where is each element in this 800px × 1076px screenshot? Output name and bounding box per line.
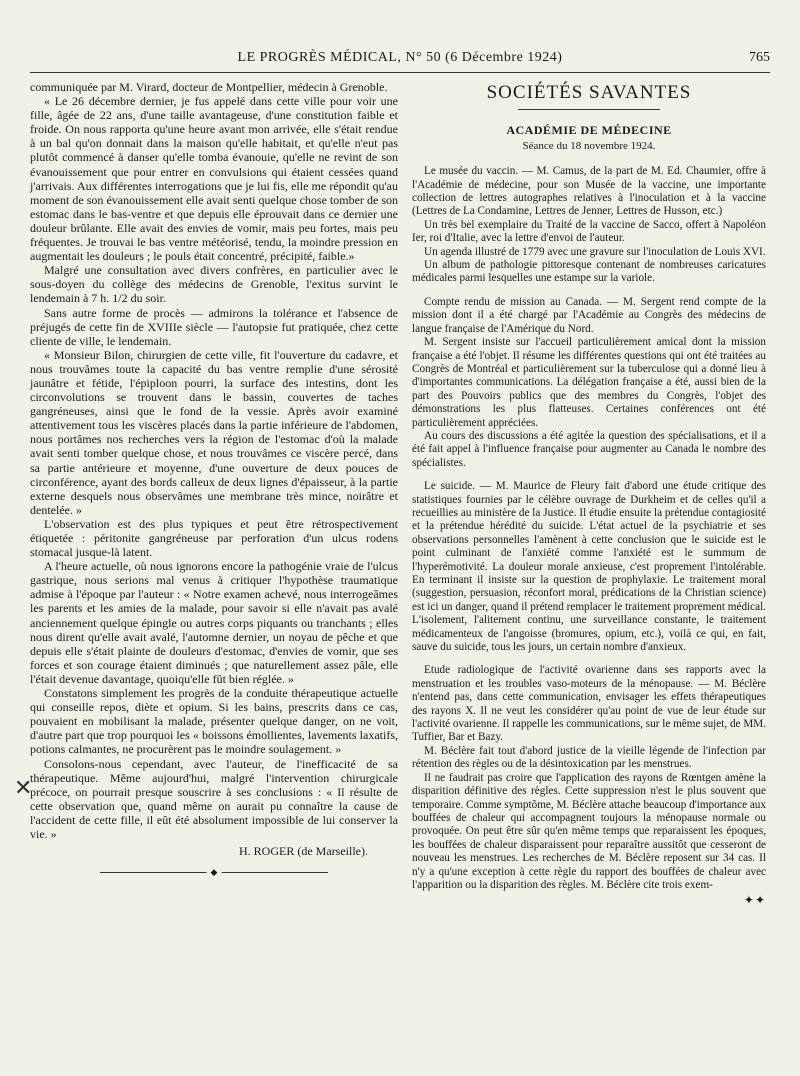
- running-head: [30, 50, 770, 73]
- article-paragraph: L'observation est des plus typiques et peut être rétrospectivement étiquetée : péritonite gangréneuse par perforation d'un ulcus rodens stomacal jusque-là latent.: [30, 516, 398, 560]
- report-paragraph: Le suicide. — M. Maurice de Fleury fait d'abord une étude critique des statistiques fournies par le célèbre ouvrage de Durkheim et de celles qu'il a recueillies au ministère de la Justice. Il étudie ensuite la prétendue contagiosité et la prétendue hérédité du suicide. L'état actuel de la psychiatrie et ses observations personnelles l'amènent à cette conclusion que le suicide est le point culminant de l'anxiété comme l'anxiété est le summum de l'hyperémotivité. La douleur morale anxieuse, c'est proprement l'intolérable. En terminant il insiste sur la question de prophylaxie. Le traitement moral (suggestion, persuasion, réconfort moral, prédications de la Christian science) est ici un danger, quand il prétend remplacer le traitement proprement médical. L'isolement, l'alitement continu, une surveillance constante, le traitement médicamenteux de l'angoisse (bromures, opium, etc.), voilà ce qui, en fait, sauve du suicide, tous les jours, un certain nombre d'anxieux.: [412, 480, 766, 654]
- session-date: Séance du 18 novembre 1924.: [522, 139, 656, 152]
- article-paragraph: A l'heure actuelle, où nous ignorons encore la pathogénie vraie de l'ulcus gastrique, nous serions mal venus à critiquer l'hypothèse traumatique admise à l'époque par l'auteur : « Notre examen achevé, nous interrogeâmes les parents et les amies de la malade, pour savoir si elle n'avait pas avalé anciennement quelque épingle ou autres corps piquants ou tranchants ; elles nous dirent qu'elle avait avalé, l'automne dernier, un noyau de pêche et que depuis elle s'était plainte de douleurs d'estomac, d'envies de vomir, que ses forces et son courage étaient diminués ; que naturellement assez pâle, elle l'était devenue davantage, quoiqu'elle fût bien réglée. »: [30, 559, 398, 686]
- report-paragraph: Le musée du vaccin. — M. Camus, de la part de M. Ed. Chaumier, offre à l'Académie de médecine, pour son Musée de la vaccine, une importante collection de lettres autographes relatives à l'inoculation et à la vaccine (Lettres de La Condamine, Lettres de Jenner, Lettres de Husson, etc.): [412, 165, 766, 218]
- section-title: SOCIÉTÉS SAVANTES: [486, 82, 692, 103]
- section-title-rule: [518, 109, 660, 110]
- article-paragraph: « Monsieur Bilon, chirurgien de cette ville, fit l'ouverture du cadavre, et nous trouvâmes toute la capacité du bas ventre remplie d'une sérosité jaunâtre et fétide, l'épiploon pourri, la surface des intestins, dont les circonvolutions se trouvent dans le bassin, couvertes de taches gangréneuses, ainsi que le fond de la vessie. Après avoir examiné attentivement tous les viscères placés dans la partie inférieure de l'abdomen, nous portâmes nos recherches vers la région de l'estomac d'où la malade avait senti tomber quelque chose, et nous trouvâmes ce viscère percé, dans sa partie antérieure et moyenne, d'une ouverture de deux pouces de circonférence, ayant des bords calleux de deux lignes d'épaisseur, à la partie externe desquels nous observâmes une membrane très mince, noirâtre et dentelée. »: [30, 347, 398, 517]
- article-paragraph: Constatons simplement les progrès de la conduite thérapeutique actuelle qui conseille repos, diète et opium. Si les bains, prescrits dans ce cas, pouvaient en mobilisant la malade, présenter quelque danger, on ne voit, d'autre part que trop pourquoi les « boissons émollientes, lavements laxatifs, potions calmantes, ne procurèrent pas le moindre soulagement. »: [30, 686, 398, 757]
- article-paragraph: Malgré une consultation avec divers confrères, en particulier avec le sous-doyen du collège des médecins de Grenoble, l'exitus survint le lendemain à 7 h. 1/2 du soir.: [30, 263, 398, 306]
- article-paragraph: Sans autre forme de procès — admirons la tolérance et l'absence de préjugés de cette fin de XVIIIe siècle — l'autopsie fut pratiquée, chez cette cliente de ville, le lendemain.: [30, 305, 398, 348]
- right-column: [412, 80, 766, 908]
- report-paragraph: Au cours des discussions a été agitée la question des spécialisations, et il a été fait appel à l'influence française pour augmenter au Canada le nombre des spécialistes.: [412, 429, 766, 469]
- report-paragraph: Un très bel exemplaire du Traité de la vaccine de Sacco, offert à Napoléon Ier, roi d'Italie, avec la lettre d'envoi de l'auteur.: [412, 218, 766, 245]
- article-paragraph: « Le 26 décembre dernier, je fus appelé dans cette ville pour voir une fille, âgée de 22 ans, d'une taille avantageuse, d'une constitution faible et froide. On nous rapporta qu'une heure avant mon arrivée, elle s'était rendue à un bal qu'on donnait dans la maison qu'elle habitait, et qu'elle n'eut pas plutôt commencé à danser qu'elle tomba évanouie, qu'elle ne revint de son évanouissement que pour entrer en convulsions qui étaient cessées quand j'arrivais. Aux différentes interrogations que je lui fis, elle me répondit qu'au moment de son évanouissement elle avait senti quelque chose tomber de son estomac dans le bas-ventre et que depuis elle éprouvait dans ce dernier une douleur brûlante. Elle avait des envies de vomir, mais peu fortes, mais peu fréquentes. Je trouvai le bas ventre météorisé, tendu, la moindre pression en augmentait les douleurs ; le pouls était concentré, précipité, faible.»: [30, 94, 398, 264]
- left-column: [30, 80, 398, 876]
- report-paragraph: Compte rendu de mission au Canada. — M. Sergent rend compte de la mission dont il a été chargé par l'Académie au Congrès des médecins de langue française de l'Amérique du Nord.: [412, 295, 766, 335]
- subsection-title: ACADÉMIE DE MÉDECINE: [506, 123, 672, 138]
- article-paragraph: Consolons-nous cependant, avec l'auteur, de l'inefficacité de sa thérapeutique. Même aujourd'hui, malgré l'intervention chirurgicale précoce, on pourrait presque souscrire à ses conclusions : « Il résulte de cette observation que, quand même on aurait pu connaître la cause de l'accident de cette fille, il eût été absolument impossible de lui conserver la vie. »: [30, 756, 398, 841]
- report-paragraph: M. Béclère fait tout d'abord justice de la vieille légende de l'infection par rétention des règles ou de la désintoxication par les menstrues.: [412, 744, 766, 771]
- continuation-mark: ✦✦: [743, 893, 766, 908]
- author-signature: H. ROGER (de Marseille).: [239, 844, 368, 859]
- margin-annotation: ✕: [14, 775, 33, 800]
- report-paragraph: Un agenda illustré de 1779 avec une gravure sur l'inoculation de Louis XVI.: [424, 245, 766, 258]
- report-paragraph: M. Sergent insiste sur l'accueil particulièrement amical dont la mission française a été l'objet. Il résume les différentes questions qui ont été traitées au Congrès de Montréal et particulièrement sur la tuberculose qui a donné lieu à d'importantes communications. La délégation française a été, aussi bien de la part des Pouvoirs publics que des membres du Congrès, l'objet des démonstrations les plus flatteuses. Certaines conférences ont été particulièrement appréciées.: [412, 336, 766, 429]
- report-paragraph: Un album de pathologie pittoresque contenant de nombreuses caricatures médicales parmi lesquelles une estampe sur la variole.: [412, 259, 766, 285]
- journal-title: LE PROGRÈS MÉDICAL, N° 50 (6 Décembre 1924): [237, 50, 563, 65]
- end-rule: [100, 868, 328, 876]
- report-paragraph: Etude radiologique de l'activité ovarienne dans ses rapports avec la menstruation et les troubles vaso-moteurs de la ménopause. — M. Béclère n'entend pas, dans cette communication, envisager les effets thérapeutiques des rayons X. Il ne veut les considérer qu'au point de vue de leur étude sur l'activité ovarienne. Il rappelle les communications, sur le même sujet, de MM. Tuffier, Bar et Bazy.: [412, 664, 767, 744]
- article-paragraph: communiquée par M. Virard, docteur de Montpellier, médecin à Grenoble.: [30, 80, 388, 94]
- page-number: 765: [749, 50, 770, 65]
- report-paragraph: Il ne faudrait pas croire que l'application des rayons de Rœntgen amène la disparition définitive des règles. Cette suppression n'est le plus souvent que temporaire. Comme symptôme, M. Béclère attache beaucoup d'importance aux bouffées de chaleur qui accompagnent toujours la ménopause normale ou provoquée. On peut être sûr qu'en même temps que reparaissent les époques, les bouffées de chaleur disparaissent pour reparaître aussitôt que cesseront de nouveau les menstrues. Les recherches de M. Béclère reposent sur 34 cas. Il n'y a qu'une exception à cette règle du rapport des bouffées de chaleur avec l'apparition ou la disparition des règles. M. Béclère cite trois exem-: [412, 771, 766, 891]
